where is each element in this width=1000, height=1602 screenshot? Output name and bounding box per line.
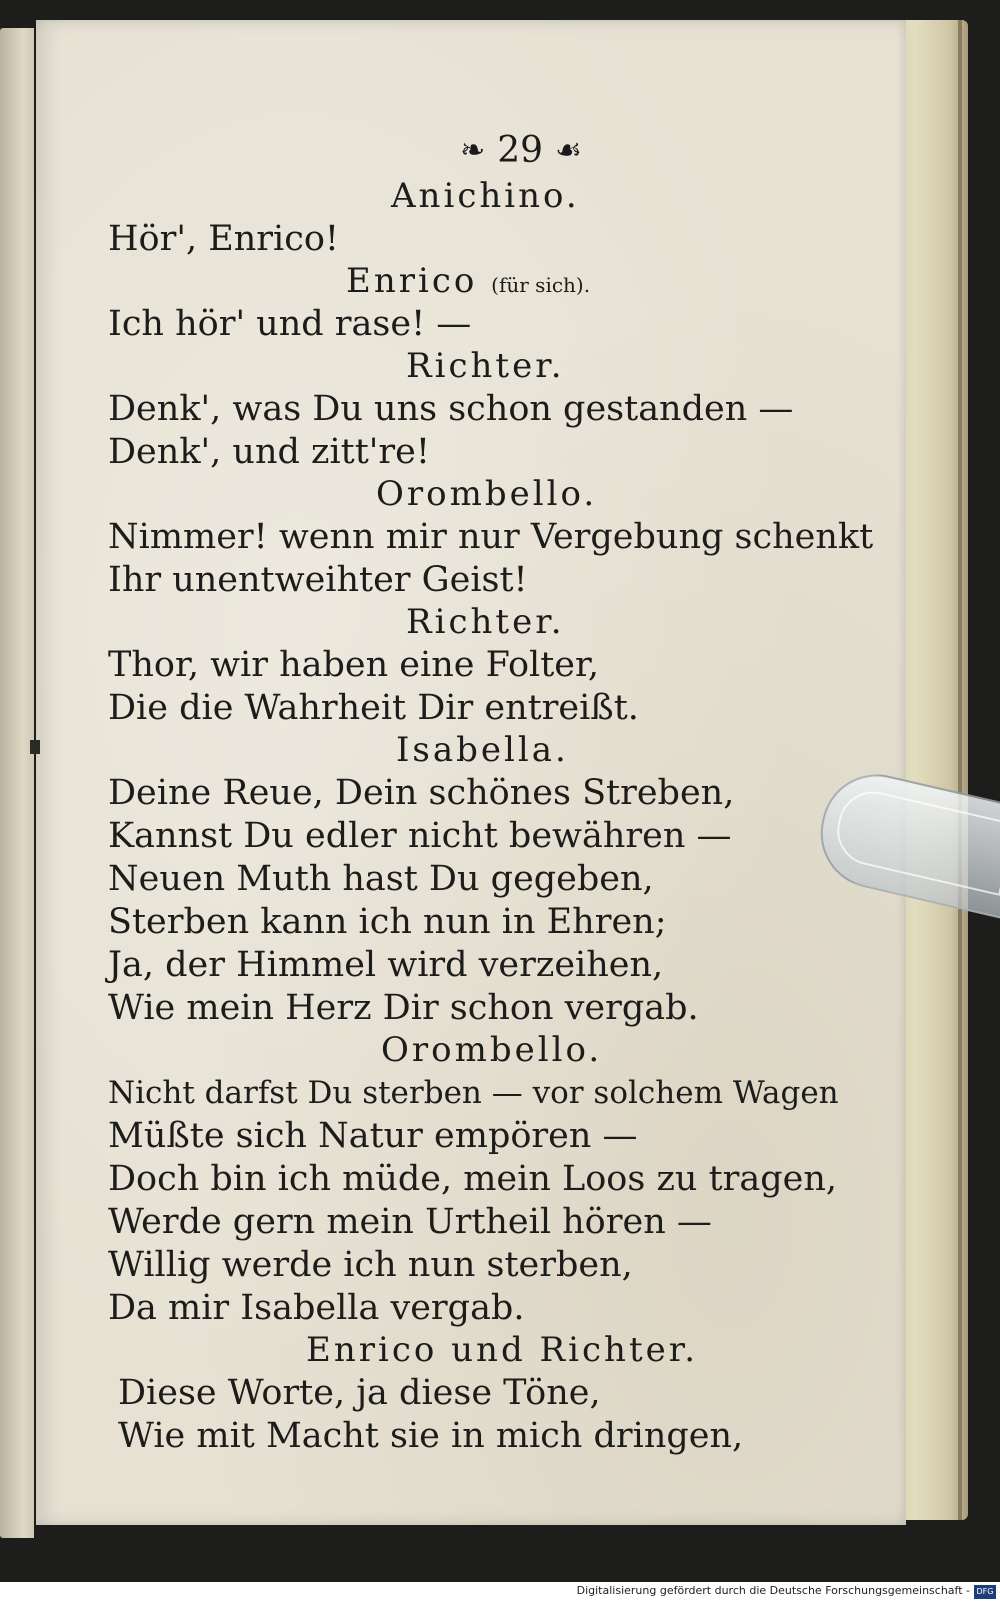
verse-line: Wie mein Herz Dir schon vergab.	[108, 988, 699, 1028]
speaker-name: Orombello.	[381, 1030, 603, 1070]
gutter-crease	[30, 740, 40, 754]
verse-line: Doch bin ich müde, mein Loos zu tragen,	[108, 1159, 838, 1199]
book-page	[36, 20, 906, 1525]
verse-line: Wie mit Macht sie in mich dringen,	[118, 1416, 744, 1456]
funding-credit: Digitalisierung gefördert durch die Deutsche Forschungsgemeinschaft -	[576, 1584, 970, 1597]
verse-line: Nimmer! wenn mir nur Vergebung schenkt	[108, 517, 874, 557]
speaker-name: Enrico (für sich).	[346, 261, 591, 301]
verse-line: Nicht darfst Du sterben — vor solchem Wagen	[108, 1075, 839, 1111]
page-number: 29	[497, 129, 544, 171]
verse-line: Willig werde ich nun sterben,	[108, 1245, 633, 1285]
verse-line: Ja, der Himmel wird verzeihen,	[108, 945, 664, 985]
ornament-left-icon: ❧	[460, 132, 486, 168]
verse-line: Neuen Muth hast Du gegeben,	[108, 859, 654, 899]
speaker-name: Richter.	[406, 346, 565, 386]
stage-direction: (für sich).	[491, 273, 591, 297]
page-header	[436, 125, 606, 175]
verse-line: Sterben kann ich nun in Ehren;	[108, 902, 667, 942]
verse-line: Werde gern mein Urtheil hören —	[108, 1202, 712, 1242]
verse-line: Deine Reue, Dein schönes Streben,	[108, 773, 735, 813]
speaker-name: Enrico und Richter.	[306, 1330, 699, 1370]
verse-line: Denk', und zitt're!	[108, 432, 430, 472]
speaker-name: Isabella.	[396, 730, 569, 770]
ornament-right-icon: ☙	[555, 132, 582, 168]
previous-page-edge	[0, 28, 34, 1538]
speaker-name: Richter.	[406, 602, 565, 642]
speaker-name: Orombello.	[376, 474, 598, 514]
verse-line: Hör', Enrico!	[108, 219, 339, 259]
digitization-footer	[0, 1582, 1000, 1602]
verse-line: Kannst Du edler nicht bewähren —	[108, 816, 732, 856]
dfg-logo: DFG	[974, 1585, 996, 1599]
speaker-name: Anichino.	[391, 176, 580, 216]
verse-line: Ich hör' und rase! —	[108, 304, 472, 344]
verse-line: Thor, wir haben eine Folter,	[108, 645, 600, 685]
verse-line: Ihr unentweihter Geist!	[108, 560, 528, 600]
verse-line: Diese Worte, ja diese Töne,	[118, 1373, 601, 1413]
verse-line: Die die Wahrheit Dir entreißt.	[108, 688, 639, 728]
verse-line: Müßte sich Natur empören —	[108, 1116, 638, 1156]
verse-line: Da mir Isabella vergab.	[108, 1288, 525, 1328]
verse-line: Denk', was Du uns schon gestanden —	[108, 389, 794, 429]
